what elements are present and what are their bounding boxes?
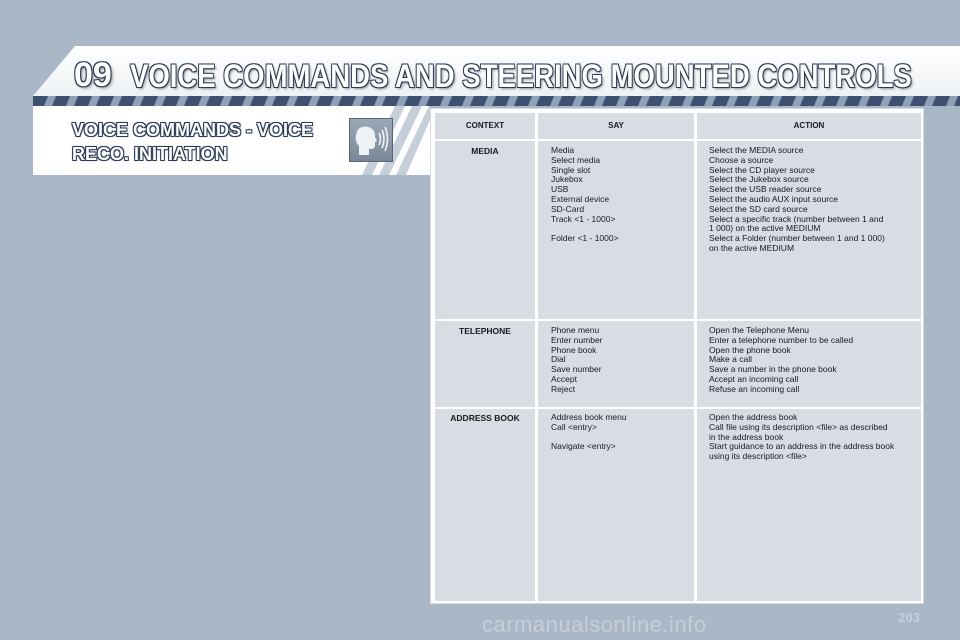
action-item: Select the CD player source xyxy=(709,164,815,175)
watermark: carmanualsonline.info xyxy=(482,612,707,637)
action-item: Select the audio AUX input source xyxy=(709,193,838,204)
chapter-number: 09 xyxy=(74,56,112,94)
say-item: USB xyxy=(551,184,569,195)
say-item: Call <entry> xyxy=(551,421,597,432)
say-item: External device xyxy=(551,193,610,204)
say-item: Folder <1 - 1000> xyxy=(551,233,619,244)
action-item: Select a specific track (number between 1 and xyxy=(709,213,884,224)
header-say: SAY xyxy=(538,113,694,139)
action-media-list xyxy=(709,146,921,254)
context-address-book: ADDRESS BOOK xyxy=(450,413,520,423)
action-item: Choose a source xyxy=(709,154,774,165)
say-item: Navigate <entry> xyxy=(551,441,616,452)
speaking-head-icon xyxy=(349,118,393,162)
voice-commands-table xyxy=(430,108,924,604)
say-item: Enter number xyxy=(551,334,603,345)
header-action: ACTION xyxy=(697,113,921,139)
say-item: Jukebox xyxy=(551,174,583,185)
action-item: using its description <file> xyxy=(709,451,807,462)
header-context: CONTEXT xyxy=(435,113,535,139)
action-item: Call file using its description <file> as described xyxy=(709,421,888,432)
say-item: Phone menu xyxy=(551,325,600,335)
action-item: Start guidance to an address in the address book xyxy=(709,441,895,452)
row-divider xyxy=(435,319,921,321)
context-column xyxy=(435,141,535,601)
action-item: in the address book xyxy=(709,431,784,442)
action-item: Open the Telephone Menu xyxy=(709,325,810,335)
action-item: Save a number in the phone book xyxy=(709,364,837,375)
page-number: 203 xyxy=(898,610,920,625)
action-item: on the active MEDIUM xyxy=(709,242,795,253)
action-telephone-list xyxy=(709,326,921,395)
action-item: Select the USB reader source xyxy=(709,184,822,195)
action-item: Make a call xyxy=(709,354,752,365)
context-media: MEDIA xyxy=(471,146,499,156)
say-telephone-list xyxy=(551,326,691,395)
action-item: Select the MEDIA source xyxy=(709,145,804,155)
action-item: 1 000) on the active MEDIUM xyxy=(709,223,821,234)
say-item: Reject xyxy=(551,383,576,394)
say-item: Single slot xyxy=(551,164,591,175)
action-item: Select a Folder (number between 1 and 1 000) xyxy=(709,233,885,244)
say-item: Accept xyxy=(551,373,577,384)
section-title: VOICE COMMANDS - VOICE RECO. INITIATION xyxy=(72,120,314,164)
action-item: Refuse an incoming call xyxy=(709,383,800,394)
say-item: Track <1 - 1000> xyxy=(551,213,616,224)
action-item: Open the address book xyxy=(709,412,798,422)
action-item: Select the SD card source xyxy=(709,203,808,214)
say-item: SD-Card xyxy=(551,203,585,214)
say-item: Address book menu xyxy=(551,412,627,422)
action-item: Select the Jukebox source xyxy=(709,174,809,185)
say-item: Save number xyxy=(551,364,602,375)
context-telephone: TELEPHONE xyxy=(459,326,511,336)
chapter-title: VOICE COMMANDS AND STEERING MOUNTED CONTROLS xyxy=(130,58,912,94)
say-item: Dial xyxy=(551,354,566,365)
action-item: Accept an incoming call xyxy=(709,373,799,384)
row-divider xyxy=(435,407,921,409)
action-item: Open the phone book xyxy=(709,344,791,355)
say-media-list xyxy=(551,146,691,244)
action-item: Enter a telephone number to be called xyxy=(709,334,854,345)
say-item: Select media xyxy=(551,154,601,165)
say-item: Media xyxy=(551,145,575,155)
say-address-book-list xyxy=(551,413,691,452)
action-address-book-list xyxy=(709,413,921,462)
say-item: Phone book xyxy=(551,344,597,355)
